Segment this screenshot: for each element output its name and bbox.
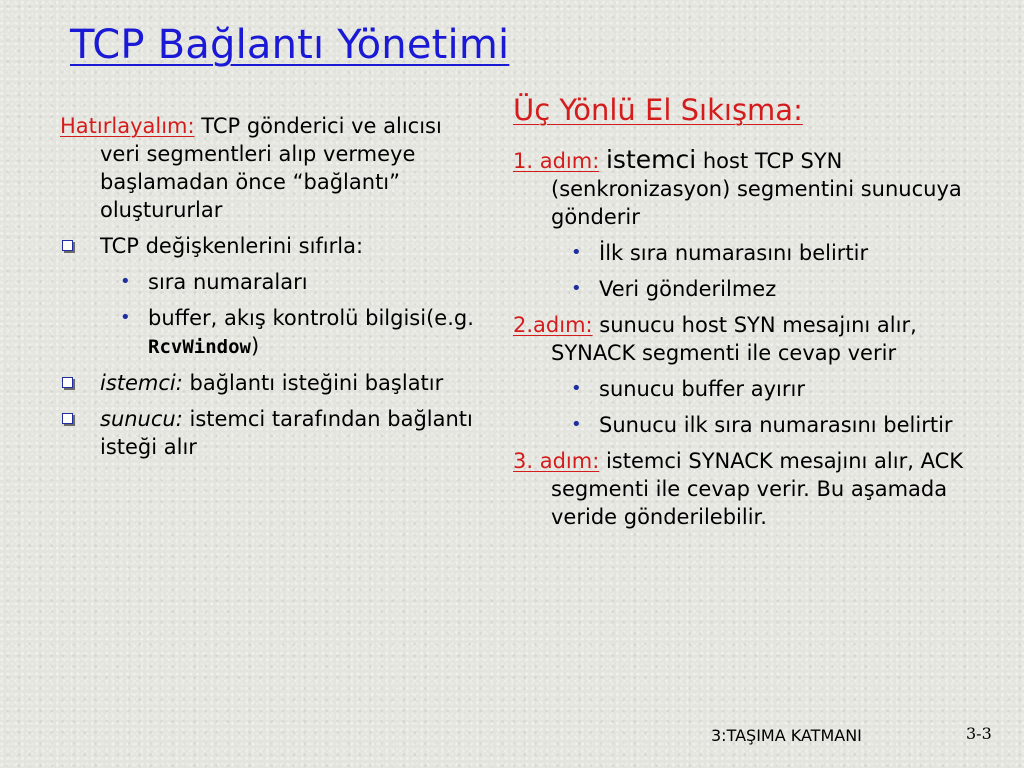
step-1-text: host TCP SYN (senkronizasyon) segmentini sunucuya gönderir	[551, 149, 962, 229]
square-bullet-icon	[62, 413, 73, 424]
dot-bullet-icon: •	[571, 414, 582, 435]
sub-item-text: sıra numaraları	[148, 270, 308, 294]
bullet-text: sunucu buffer ayırır	[599, 377, 805, 401]
step-1-bullet	[569, 239, 983, 267]
list-item-text: TCP değişkenlerini sıfırla:	[100, 234, 364, 258]
dot-bullet-icon: •	[120, 307, 131, 328]
list-item-tcp-variables	[60, 232, 480, 260]
step-3	[513, 447, 983, 531]
square-bullet-icon	[62, 240, 73, 251]
server-label: sunucu:	[100, 407, 183, 431]
step-3-label: 3. adım:	[513, 449, 600, 473]
dot-bullet-icon: •	[120, 271, 131, 292]
handshake-heading: Üç Yönlü El Sıkışma:	[513, 93, 803, 127]
bullet-text: İlk sıra numarasını belirtir	[599, 241, 869, 265]
square-bullet-icon	[62, 377, 73, 388]
intro-text: TCP gönderici ve alıcısı veri segmentleri alıp vermeye başlamadan önce “bağlantı” oluştururlar	[100, 114, 442, 222]
list-item-text: istemci tarafından bağlantı isteği alır	[100, 407, 473, 459]
dot-bullet-icon: •	[571, 378, 582, 399]
sub-item-sequence-numbers	[118, 268, 480, 296]
dot-bullet-icon: •	[571, 278, 582, 299]
list-item-client	[60, 369, 480, 397]
right-column	[513, 93, 983, 539]
footer-chapter: 3:TAŞIMA KATMANI	[711, 726, 862, 745]
intro-label: Hatırlayalım:	[60, 114, 195, 138]
step-2	[513, 311, 983, 367]
sub-item-text: buffer, akış kontrolü bilgisi(e.g.	[148, 306, 474, 330]
code-rcvwindow: RcvWindow	[148, 336, 251, 358]
step-1-bullet	[569, 275, 983, 303]
list-item-server	[60, 405, 480, 461]
client-label: istemci:	[100, 371, 183, 395]
dot-bullet-icon: •	[571, 242, 582, 263]
footer-page-number: 3-3	[966, 724, 992, 743]
step-1-client: istemci	[605, 145, 697, 174]
bullet-text: Veri gönderilmez	[599, 277, 777, 301]
bullet-text: Sunucu ilk sıra numarasını belirtir	[599, 413, 953, 437]
step-1	[513, 146, 983, 231]
sub-item-buffer	[118, 304, 480, 361]
step-3-text: istemci SYNACK mesajını alır, ACK segmenti ile cevap verir. Bu aşamada veride gönderilebilir.	[551, 449, 963, 529]
step-2-label: 2.adım:	[513, 313, 593, 337]
step-2-bullet	[569, 411, 983, 439]
step-2-bullet	[569, 375, 983, 403]
step-2-text: sunucu host SYN mesajını alır, SYNACK segmenti ile cevap verir	[551, 313, 917, 365]
slide-title: TCP Bağlantı Yönetimi	[70, 22, 510, 68]
left-column	[60, 112, 480, 469]
step-1-label: 1. adım:	[513, 149, 600, 173]
intro-paragraph	[60, 112, 480, 224]
sub-item-suffix: )	[250, 334, 260, 358]
list-item-text: bağlantı isteğini başlatır	[182, 371, 444, 395]
